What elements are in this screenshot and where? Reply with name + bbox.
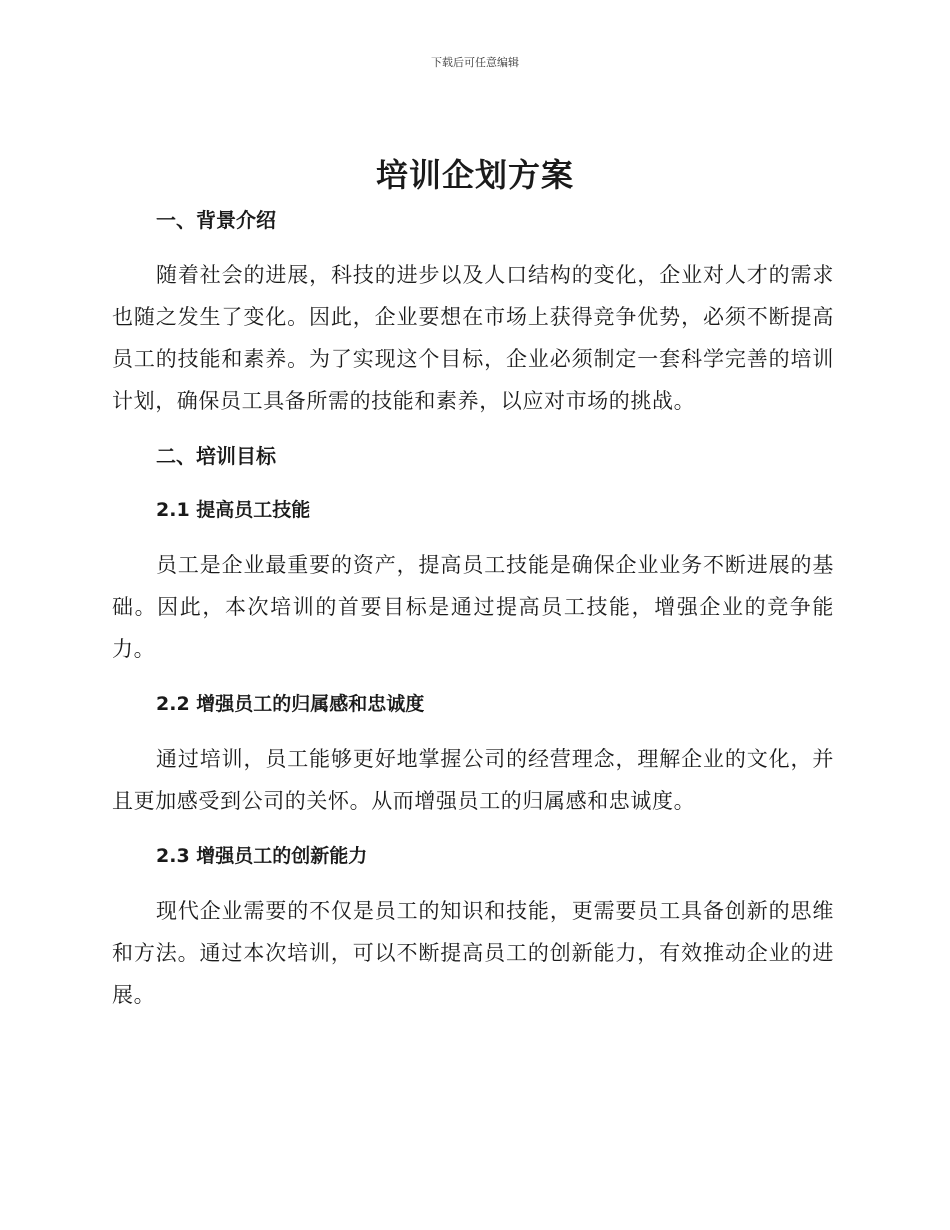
header-note: 下载后可任意编辑	[431, 56, 519, 69]
subsection-paragraph-2-1: 员工是企业最重要的资产，提高员工技能是确保企业业务不断进展的基础。因此，本次培训的首要目标是通过提高员工技能，增强企业的竞争能力。	[112, 553, 834, 661]
subsection-paragraph-2-3: 现代企业需要的不仅是员工的知识和技能，更需要员工具备创新的思维和方法。通过本次培训，可以不断提高员工的创新能力，有效推动企业的进展。	[112, 899, 834, 1007]
subsection-heading-2-1: 2.1 提高员工技能	[156, 499, 311, 521]
subsection-paragraph-2-2: 通过培训，员工能够更好地掌握公司的经营理念，理解企业的文化，并且更加感受到公司的关怀。从而增强员工的归属感和忠诚度。	[112, 747, 834, 813]
section-heading-background: 一、背景介绍	[156, 208, 276, 232]
subsection-heading-2-2: 2.2 增强员工的归属感和忠诚度	[156, 693, 425, 715]
background-paragraph: 随着社会的进展，科技的进步以及人口结构的变化，企业对人才的需求也随之发生了变化。因此，企业要想在市场上获得竞争优势，必须不断提高员工的技能和素养。为了实现这个目标，企业必须制定一套科学完善的培训计划，确保员工具备所需的技能和素养，以应对市场的挑战。	[112, 263, 834, 413]
section-heading-goals: 二、培训目标	[156, 444, 276, 468]
document-title: 培训企划方案	[375, 156, 574, 194]
subsection-heading-2-3: 2.3 增强员工的创新能力	[156, 845, 368, 867]
document-body	[112, 200, 834, 1016]
